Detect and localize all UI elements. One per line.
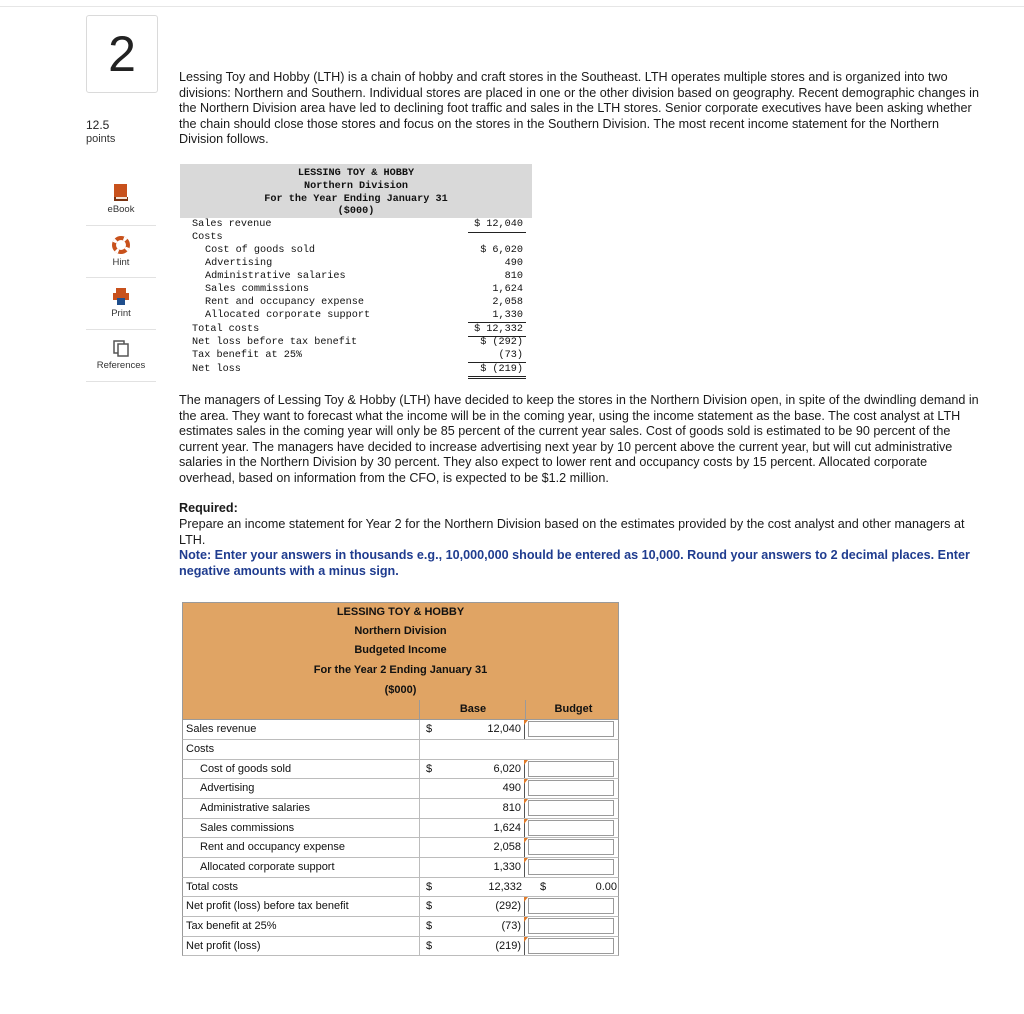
base-value: 490 bbox=[437, 779, 525, 798]
copy-icon bbox=[113, 340, 129, 357]
table-row bbox=[182, 858, 619, 878]
budget-computed-value: 0.00 bbox=[595, 880, 617, 893]
table-row bbox=[182, 799, 619, 819]
reference-row-label: Tax benefit at 25% bbox=[192, 350, 303, 361]
reference-row-label: Advertising bbox=[205, 258, 273, 269]
table-row bbox=[182, 917, 619, 937]
double-underline bbox=[468, 378, 526, 379]
base-value: 12,332 bbox=[488, 880, 522, 893]
base-value: (292) bbox=[437, 897, 525, 916]
dollar-sign bbox=[419, 819, 438, 838]
row-label: Administrative salaries bbox=[200, 801, 311, 814]
required-title: Required: bbox=[179, 501, 238, 515]
budget-input-advertising[interactable] bbox=[528, 780, 614, 796]
base-value: 6,020 bbox=[437, 760, 525, 779]
reference-row-amount: $ 6,020 bbox=[480, 245, 523, 256]
dollar-sign: $ bbox=[419, 720, 438, 739]
base-value: 2,058 bbox=[437, 838, 525, 857]
book-icon bbox=[113, 184, 129, 201]
column-header-row bbox=[182, 700, 619, 720]
required-text: Prepare an income statement for Year 2 for the Northern Division based on the estimates provided by the cost analyst and other managers at LTH. bbox=[179, 517, 965, 547]
reference-row-amount: 1,624 bbox=[492, 284, 523, 295]
budget-input-sales-revenue[interactable] bbox=[528, 721, 614, 737]
base-value: (73) bbox=[437, 917, 525, 936]
row-label: Cost of goods sold bbox=[200, 762, 292, 775]
ebook-label: eBook bbox=[107, 204, 135, 215]
reference-row-label: Allocated corporate support bbox=[205, 310, 371, 321]
references-button[interactable] bbox=[86, 330, 156, 382]
row-label: Sales commissions bbox=[200, 821, 295, 834]
base-value: 12,040 bbox=[437, 720, 525, 739]
dollar-sign: $ bbox=[419, 917, 438, 936]
base-value: 810 bbox=[437, 799, 525, 818]
printer-icon bbox=[112, 288, 130, 305]
reference-row-label: Net loss before tax benefit bbox=[192, 337, 358, 348]
reference-header-line: Northern Division bbox=[304, 181, 408, 192]
references-label: References bbox=[96, 360, 146, 371]
hint-button[interactable] bbox=[86, 226, 156, 278]
budget-header-line: Northern Division bbox=[182, 622, 619, 642]
row-label: Sales revenue bbox=[186, 723, 257, 736]
reference-row-amount: 490 bbox=[504, 258, 523, 269]
column-header-budget: Budget bbox=[525, 700, 621, 719]
reference-row-amount: $ (219) bbox=[480, 364, 523, 375]
table-row bbox=[182, 937, 619, 957]
row-label: Rent and occupancy expense bbox=[200, 841, 345, 854]
row-label: Total costs bbox=[186, 880, 238, 893]
underline bbox=[468, 232, 526, 233]
reference-row-amount: 1,330 bbox=[492, 310, 523, 321]
dollar-sign bbox=[419, 858, 438, 877]
print-button[interactable] bbox=[86, 278, 156, 330]
reference-header-line: ($000) bbox=[337, 206, 375, 217]
reference-income-statement bbox=[180, 164, 532, 380]
reference-row-amount: (73) bbox=[498, 350, 523, 361]
dollar-sign: $ bbox=[419, 878, 438, 897]
instruction-note: Note: Enter your answers in thousands e.g., 10,000,000 should be entered as 10,000. Round your answers to 2 decimal places. Enter negative amounts with a minus sign. bbox=[179, 548, 970, 578]
question-number: 2 bbox=[86, 15, 158, 93]
table-row bbox=[182, 740, 619, 760]
reference-row-label: Net loss bbox=[192, 364, 241, 375]
dollar-sign: $ bbox=[419, 760, 438, 779]
budget-header-line: For the Year 2 Ending January 31 bbox=[182, 661, 619, 681]
reference-row-label: Sales revenue bbox=[192, 219, 272, 230]
column-header-base: Base bbox=[419, 700, 526, 719]
scenario-paragraph: The managers of Lessing Toy & Hobby (LTH) have decided to keep the stores in the Northern Division open, in spite of the dwindling demand in the area. They want to forecast what the income will be in the coming year, using the income statement as the base. The cost analyst at LTH estimates sales in the coming year will only be 85 percent of the current year sales. Cost of goods sold is estimated to be 90 percent of the current year. The managers have decided to increase advertising next year by 10 percent above the current year, but will cut administrative salaries in the Northern Division by 30 percent. They also expect to lower rent and occupancy costs by 15 percent. Allocated corporate overhead, based on information from the CFO, is expected to be $1.2 million. bbox=[179, 393, 979, 485]
table-row bbox=[182, 897, 619, 917]
budget-input-rent-and-occupancy[interactable] bbox=[528, 839, 614, 855]
reference-row-label: Cost of goods sold bbox=[205, 245, 316, 256]
hint-label: Hint bbox=[112, 256, 130, 268]
underline bbox=[468, 362, 526, 363]
table-row bbox=[182, 838, 619, 858]
intro-paragraph: Lessing Toy and Hobby (LTH) is a chain of hobby and craft stores in the Southeast. LTH operates multiple stores and is organized into two divisions: Northern and Southern. Individual stores are placed in one or the other division based on geography. Recent demographic changes in the Northern Division area have led to declining foot traffic and sales in the LTH stores. Senior corporate executives have been asking whether the chain should close those stores and focus on the stores in the Southern Division. The most recent income statement for the Northern Division follows. bbox=[179, 70, 979, 146]
dollar-sign: $ bbox=[419, 937, 438, 956]
budget-input-tax-benefit[interactable] bbox=[528, 918, 614, 934]
reference-row-amount: 810 bbox=[504, 271, 523, 282]
base-value: (219) bbox=[437, 937, 525, 956]
dollar-sign bbox=[419, 740, 438, 759]
budget-input-cost-of-goods-sold[interactable] bbox=[528, 761, 614, 777]
table-row bbox=[182, 760, 619, 780]
lifebuoy-icon bbox=[112, 236, 130, 254]
dollar-sign: $ bbox=[540, 880, 547, 893]
row-label: Advertising bbox=[200, 782, 255, 795]
row-label: Net profit (loss) before tax benefit bbox=[186, 900, 349, 913]
points-value: 12.5 bbox=[86, 118, 110, 132]
reference-row-label: Costs bbox=[192, 232, 223, 243]
print-label: Print bbox=[111, 308, 131, 319]
reference-header-line: For the Year Ending January 31 bbox=[264, 194, 448, 205]
dollar-sign bbox=[419, 779, 438, 798]
dollar-sign bbox=[419, 838, 438, 857]
dollar-sign bbox=[419, 799, 438, 818]
ebook-button[interactable] bbox=[86, 174, 156, 226]
reference-row-amount: $ 12,332 bbox=[474, 324, 523, 335]
table-row bbox=[182, 819, 619, 839]
budget-header-line: Budgeted Income bbox=[182, 641, 619, 661]
budget-input-net-profit-before-tax[interactable] bbox=[528, 898, 614, 914]
reference-row-label: Rent and occupancy expense bbox=[205, 297, 364, 308]
table-row bbox=[182, 878, 619, 898]
base-value: 1,330 bbox=[437, 858, 525, 877]
budget-total-costs bbox=[525, 878, 620, 897]
budget-header-line: ($000) bbox=[182, 681, 619, 701]
budget-header-line: LESSING TOY & HOBBY bbox=[182, 602, 619, 622]
table-row bbox=[182, 779, 619, 799]
reference-row-amount: $ (292) bbox=[480, 337, 523, 348]
reference-row-label: Administrative salaries bbox=[205, 271, 346, 282]
tool-sidebar bbox=[86, 174, 156, 382]
table-row bbox=[182, 720, 619, 740]
row-label: Allocated corporate support bbox=[200, 860, 335, 873]
dollar-sign: $ bbox=[419, 897, 438, 916]
reference-header-line: LESSING TOY & HOBBY bbox=[297, 168, 415, 179]
budget-input-allocated-corporate-support[interactable] bbox=[528, 859, 614, 875]
underline bbox=[468, 322, 526, 323]
row-label: Net profit (loss) bbox=[186, 939, 261, 952]
double-underline bbox=[468, 376, 526, 377]
budget-input-administrative-salaries[interactable] bbox=[528, 800, 614, 816]
row-label: Tax benefit at 25% bbox=[186, 920, 277, 932]
budget-input-sales-commissions[interactable] bbox=[528, 820, 614, 836]
row-label: Costs bbox=[186, 742, 215, 755]
budget-table bbox=[182, 602, 619, 956]
base-value: 1,624 bbox=[437, 819, 525, 838]
reference-row-amount: $ 12,040 bbox=[474, 219, 523, 230]
reference-row-label: Sales commissions bbox=[205, 284, 309, 295]
top-divider bbox=[0, 6, 1024, 7]
reference-row-label: Total costs bbox=[192, 324, 260, 335]
reference-row-amount: 2,058 bbox=[492, 297, 523, 308]
points-label: points bbox=[86, 133, 116, 145]
question-points bbox=[86, 118, 115, 146]
budget-input-net-profit[interactable] bbox=[528, 938, 614, 954]
